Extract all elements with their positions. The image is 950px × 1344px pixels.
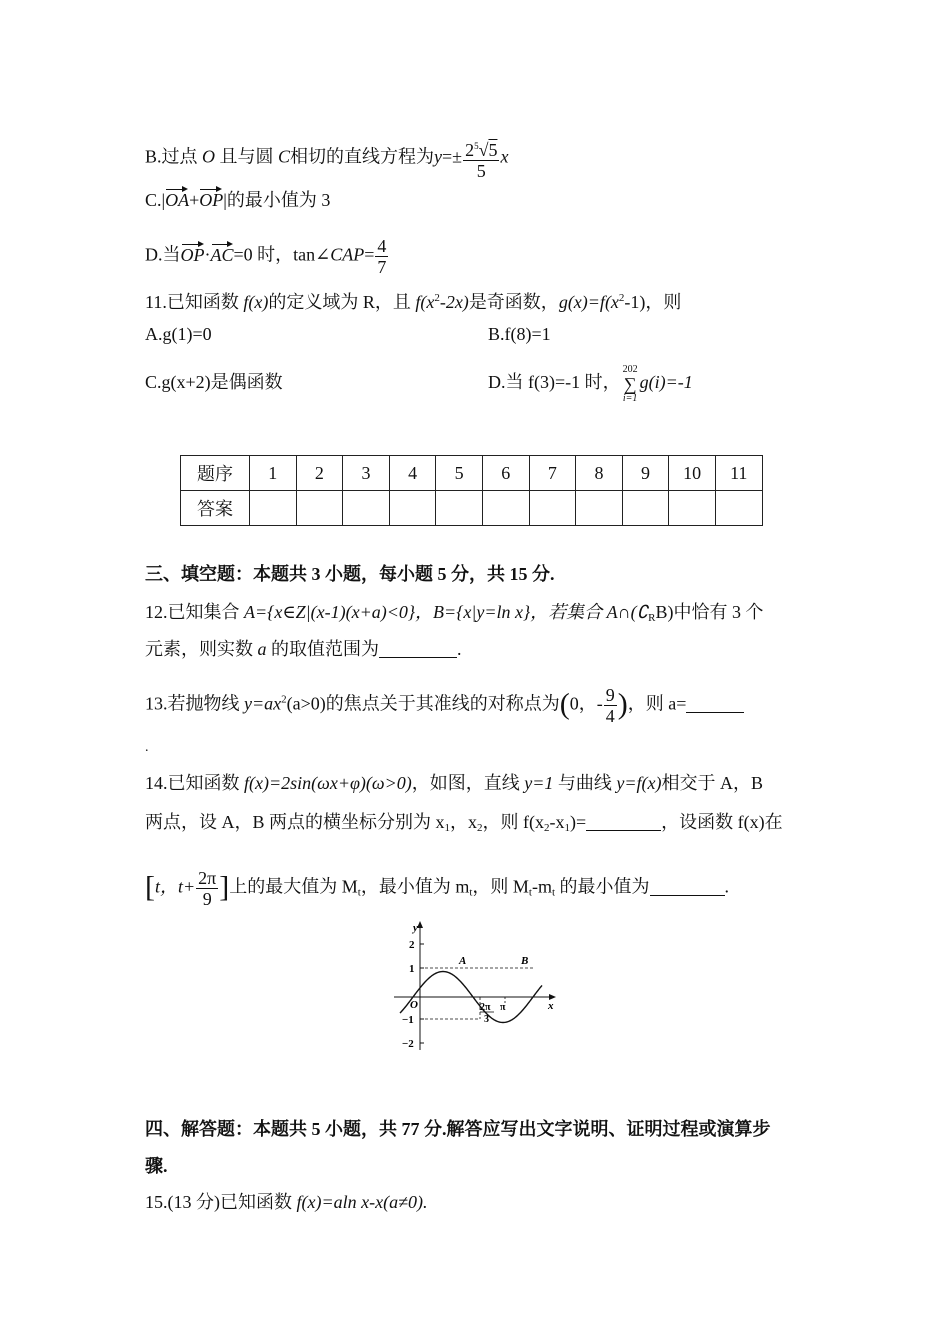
text: -1)，则	[624, 292, 682, 312]
text: =±	[442, 146, 463, 167]
fraction: $\frac{2^5√5}{5}$	[463, 136, 499, 181]
question-12-line1	[145, 600, 763, 630]
radicand: 5	[488, 140, 498, 160]
text: g(i)=-1	[639, 372, 693, 392]
subscript: 1	[564, 822, 571, 834]
text: 14.已知函数	[145, 773, 244, 793]
point-b-label: B	[521, 955, 529, 967]
text: ，设函数 f(x)在	[661, 812, 783, 832]
y-tick-label: 2	[409, 939, 415, 951]
numerator: 9	[605, 685, 615, 705]
x-axis-label: x	[548, 1000, 554, 1012]
text: B.过点	[145, 146, 198, 167]
text: |的最小值为 3	[223, 190, 331, 210]
paren-right: )	[617, 687, 628, 721]
text: 的定义域为 R，且	[268, 292, 416, 312]
section-4-heading-line1: 四、解答题：本题共 5 小题，共 77 分.解答应写出文字说明、证明过程或演算步	[145, 1119, 771, 1139]
y-axis-label: y	[413, 922, 418, 934]
question-13-period: .	[145, 740, 149, 755]
question-14-line2	[145, 810, 783, 840]
var-a: a	[257, 639, 267, 659]
question-12-line2	[145, 637, 462, 661]
point-a-label: A	[459, 955, 467, 967]
option-11-a: A.g(1)=0	[145, 324, 212, 344]
answer-cell[interactable]	[389, 491, 436, 526]
sigma-symbol: ∑	[623, 373, 637, 394]
text: )=	[570, 812, 587, 832]
text: 与曲线	[553, 773, 617, 793]
text: 13.若抛物线	[145, 693, 244, 714]
text: 元素，则实数	[145, 639, 258, 659]
text: ·	[204, 244, 211, 265]
text: (a>0)的焦点关于其准线的对称点为	[286, 693, 560, 714]
option-10-b	[145, 136, 508, 181]
math: f(x)=aln x-x(a≠0).	[296, 1192, 428, 1212]
text: 15.(13 分)已知函数	[145, 1192, 297, 1212]
math: t，t+	[155, 876, 196, 897]
option-11-b: B.f(8)=1	[488, 324, 551, 344]
table-cell: 5	[436, 456, 483, 491]
var-x: x	[500, 146, 509, 167]
question-11-stem	[145, 286, 681, 314]
y-tick-label: −1	[402, 1014, 414, 1026]
superscript: 2	[281, 693, 287, 706]
text: 是奇函数，	[468, 292, 559, 312]
numerator: 2π	[198, 868, 217, 888]
math: y=ax	[244, 693, 282, 714]
x-tick-label-3: 3	[484, 1014, 489, 1025]
question-13	[145, 685, 744, 726]
bracket-right: ]	[219, 870, 230, 904]
answer-cell[interactable]	[715, 491, 762, 526]
table-cell: 2	[296, 456, 343, 491]
math: g(x)=f(x	[558, 292, 619, 312]
denominator: 7	[377, 257, 387, 277]
text: -x	[549, 812, 565, 832]
table-cell: 7	[529, 456, 576, 491]
table-cell: 3	[343, 456, 390, 491]
summation	[623, 364, 638, 404]
answer-blank[interactable]	[379, 639, 457, 658]
answer-cell[interactable]	[436, 491, 483, 526]
math: f(x)	[243, 292, 269, 312]
var-o: O	[202, 146, 216, 167]
sum-lower: i=1	[622, 392, 638, 404]
text: 11.已知函数	[145, 292, 244, 312]
math: -2x)	[439, 292, 469, 312]
y-tick-label: −2	[402, 1038, 414, 1050]
subscript: R	[648, 612, 656, 624]
vector-oa: OA	[165, 190, 190, 210]
text: ，最小值为 m	[360, 876, 470, 897]
text: 12.已知集合	[145, 602, 244, 622]
table-cell: 1	[250, 456, 297, 491]
vector-op: OP	[180, 244, 205, 265]
text: C.|	[145, 190, 166, 210]
text: 相交于 A，B	[661, 773, 764, 793]
answer-blank[interactable]	[686, 694, 744, 713]
text: 上的最大值为 M	[229, 876, 358, 897]
answer-cell[interactable]	[343, 491, 390, 526]
math: y=1	[524, 773, 554, 793]
denominator: 9	[202, 889, 212, 909]
option-10-c	[145, 188, 330, 212]
text: ，则 f(x	[482, 812, 545, 832]
answer-cell[interactable]	[669, 491, 716, 526]
question-14-line3	[145, 868, 729, 909]
denominator: 4	[605, 706, 615, 726]
text: +	[189, 190, 200, 210]
answer-cell[interactable]	[250, 491, 297, 526]
table-cell: 6	[482, 456, 529, 491]
superscript: 2	[434, 292, 440, 304]
math: f(x	[415, 292, 435, 312]
y-tick-label: 1	[409, 963, 415, 975]
subscript: t	[357, 886, 361, 899]
question-14-line1	[145, 771, 763, 795]
text: 的取值范围为	[266, 639, 379, 659]
text: -m	[531, 876, 552, 897]
subscript: t	[551, 886, 556, 899]
text: D.当 f(3)=-1 时，	[488, 372, 621, 392]
y-axis-arrow	[417, 921, 423, 928]
fraction	[196, 868, 218, 909]
table-cell: 11	[715, 456, 762, 491]
table-cell: 8	[576, 456, 623, 491]
answer-cell[interactable]	[576, 491, 623, 526]
paren-left: (	[559, 687, 570, 721]
option-11-c: C.g(x+2)是偶函数	[145, 372, 283, 392]
section-3-heading: 三、填空题：本题共 3 小题，每小题 5 分，共 15 分.	[145, 564, 555, 584]
table-cell: 10	[669, 456, 716, 491]
angle-cap: CAP	[330, 244, 365, 265]
text: ，则 M	[472, 876, 529, 897]
table-cell: 4	[389, 456, 436, 491]
text: 的最小值为	[555, 876, 650, 897]
text: ，x	[450, 812, 478, 832]
numerator: 2	[465, 140, 475, 160]
option-11-d	[488, 358, 693, 406]
text: 且与圆	[219, 146, 274, 167]
text: .	[724, 876, 730, 897]
root-index: 5	[474, 141, 479, 151]
subscript: 2	[477, 822, 483, 834]
subscript: t	[469, 886, 473, 899]
option-10-d	[145, 236, 389, 277]
sine-graph	[390, 915, 570, 1055]
answer-cell[interactable]	[296, 491, 343, 526]
answer-cell[interactable]	[622, 491, 669, 526]
text: B)中恰有 3 个	[655, 602, 764, 622]
vector-ac: AC	[210, 244, 234, 265]
table-row-numbers	[181, 456, 763, 491]
table-cell: 9	[622, 456, 669, 491]
text: =	[364, 244, 375, 265]
text: =0 时，tan∠	[233, 244, 331, 265]
denominator: 5	[476, 161, 486, 181]
x-tick-label-pi: π	[500, 1002, 506, 1013]
question-15	[145, 1190, 427, 1214]
text: ，如图，直线	[411, 773, 525, 793]
x-tick-label-2pi: 2π	[480, 1002, 491, 1013]
table-header-cell: 答案	[181, 491, 250, 526]
sum-upper: 202	[622, 363, 638, 375]
answer-cell[interactable]	[529, 491, 576, 526]
math: f(x)=2sin(ωx+φ)(ω>0)	[244, 773, 412, 793]
math: y=f(x)	[616, 773, 662, 793]
text: 相切的直线方程为	[290, 146, 435, 167]
bracket-left: [	[145, 870, 155, 904]
table-row-answers	[181, 491, 763, 526]
table-header-cell: 题序	[181, 456, 250, 491]
text: D.当	[145, 244, 181, 265]
numerator: 4	[377, 236, 387, 256]
answer-cell[interactable]	[482, 491, 529, 526]
section-4-heading-line2: 骤.	[145, 1156, 168, 1176]
origin-label: O	[410, 999, 418, 1011]
subscript: 1	[444, 822, 451, 834]
subscript: 2	[544, 822, 550, 834]
vector-op: OP	[199, 190, 224, 210]
text: 两点，设 A，B 两点的横坐标分别为 x	[145, 812, 445, 832]
answer-table	[180, 455, 763, 526]
answer-blank[interactable]	[586, 812, 661, 831]
subscript: t	[528, 886, 532, 899]
superscript: 2	[618, 292, 625, 304]
text: 0，-	[569, 693, 603, 714]
var-c: C	[278, 146, 291, 167]
text: .	[457, 639, 462, 659]
math: A={x∈Z|(x-1)(x+a)<0}，B={x|y=ln x}，若集合 A∩(∁	[244, 602, 649, 622]
text: ，则 a=	[627, 693, 687, 714]
fraction	[604, 685, 617, 726]
var-y: y	[434, 146, 443, 167]
fraction	[375, 236, 388, 277]
answer-blank[interactable]	[650, 877, 725, 896]
